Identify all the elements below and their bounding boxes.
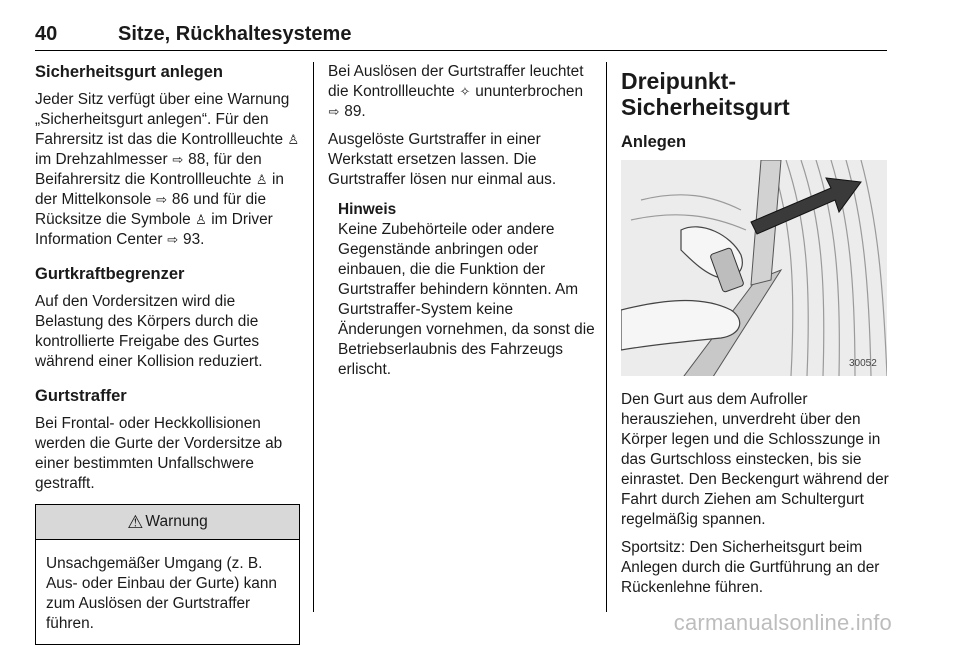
section-title: Sitze, Rückhaltesysteme xyxy=(118,23,352,45)
paragraph-gurtkraftbegrenzer: Auf den Vordersitzen wird die Belastung des Körpers durch die kontrollierte Freigabe des Gurtes während einer Kollision reduziert. xyxy=(35,293,263,370)
passenger-seatbelt-icon: ♙ xyxy=(255,172,268,187)
hint-text: Keine Zubehörteile oder andere Gegenstände anbringen oder einbauen, die die Funktion der Gurtstraffer behindern könnten. Am Gurtstraffer-System keine Änderungen vornehmen, da sonst die Betriebserlaubnis des Fahrzeugs erlischt. xyxy=(338,221,595,378)
text: Bei Auslösen der Gurtstraffer leuchtet die Kontrollleuchte xyxy=(328,63,584,100)
page-header xyxy=(35,20,887,51)
page-reference-icon: ⇨ xyxy=(156,192,168,207)
column-divider xyxy=(606,62,607,612)
paragraph-warning-lights xyxy=(35,90,300,250)
paragraph-anlegen: Den Gurt aus dem Aufroller herausziehen, unverdreht über den Körper legen und die Schlosszunge in das Gurtschloss einstecken, bis sie einrastet. Den Beckengurt während der Fahrt durch Ziehen am Schultergurt regelmäßig spannen. xyxy=(621,391,889,528)
hint-block xyxy=(328,200,596,380)
paragraph-gurtstraffer: Bei Frontal- oder Heckkollisionen werden die Gurte der Vordersitze ab einer bestimmten Unfallschwere gestrafft. xyxy=(35,415,283,492)
watermark: carmanualsonline.info xyxy=(673,610,892,635)
paragraph-replace-pretensioner: Ausgelöste Gurtstraffer in einer Werkstatt ersetzen lassen. Die Gurtstraffer lösen nur einmal aus. xyxy=(328,131,557,188)
heading-dreipunkt-sicherheitsgurt: Dreipunkt-Sicherheitsgurt xyxy=(621,68,790,120)
page-reference-icon: ⇨ xyxy=(328,104,340,119)
text: 88, für den Beifahrersitz die Kontrollleuchte xyxy=(35,151,262,188)
seatbelt-illustration xyxy=(621,160,887,376)
column-left xyxy=(35,62,300,645)
seatbelt-icon: ♙ xyxy=(287,132,300,147)
heading-gurtkraftbegrenzer: Gurtkraftbegrenzer xyxy=(35,265,185,283)
hint-title: Hinweis xyxy=(338,201,397,218)
heading-sicherheitsgurt-anlegen: Sicherheitsgurt anlegen xyxy=(35,63,223,81)
warning-header xyxy=(36,505,299,540)
page-reference-icon: ⇨ xyxy=(172,152,184,167)
text: 93. xyxy=(183,231,205,248)
warning-icon: ⚠ xyxy=(127,512,144,532)
text: im Driver Information Center xyxy=(35,211,273,248)
rear-seatbelt-icon: ♙ xyxy=(195,212,207,227)
text: im Drehzahlmesser xyxy=(35,151,168,168)
text: ununterbrochen xyxy=(475,83,584,100)
warning-box xyxy=(35,504,300,645)
page-number: 40 xyxy=(35,23,58,45)
column-middle xyxy=(328,62,596,380)
text: Jeder Sitz verfügt über eine Warnung „Sicherheitsgurt anlegen“. Für den Fahrersitz ist das die Kontrollleuchte xyxy=(35,91,290,148)
page-reference-icon: ⇨ xyxy=(167,232,179,247)
pretensioner-warning-icon: ✧ xyxy=(459,84,471,99)
text: 89. xyxy=(344,103,366,120)
seatbelt-drawing xyxy=(621,160,887,376)
text: in der Mittelkonsole xyxy=(35,171,284,208)
figure-number: 30052 xyxy=(849,358,877,369)
heading-gurtstraffer: Gurtstraffer xyxy=(35,387,127,405)
paragraph-sportsitz: Sportsitz: Den Sicherheitsgurt beim Anlegen durch die Gurtführung an der Rückenlehne führen. xyxy=(621,539,880,596)
warning-text: Unsachgemäßer Umgang (z. B. Aus- oder Einbau der Gurte) kann zum Auslösen der Gurtstraffer führen. xyxy=(46,555,277,632)
warning-title: Warnung xyxy=(145,513,208,530)
heading-anlegen: Anlegen xyxy=(621,133,687,151)
text: 86 und für die Rücksitze die Symbole xyxy=(35,191,267,228)
paragraph-pretensioner-light xyxy=(328,62,596,122)
column-divider xyxy=(313,62,314,612)
column-right xyxy=(621,68,889,612)
